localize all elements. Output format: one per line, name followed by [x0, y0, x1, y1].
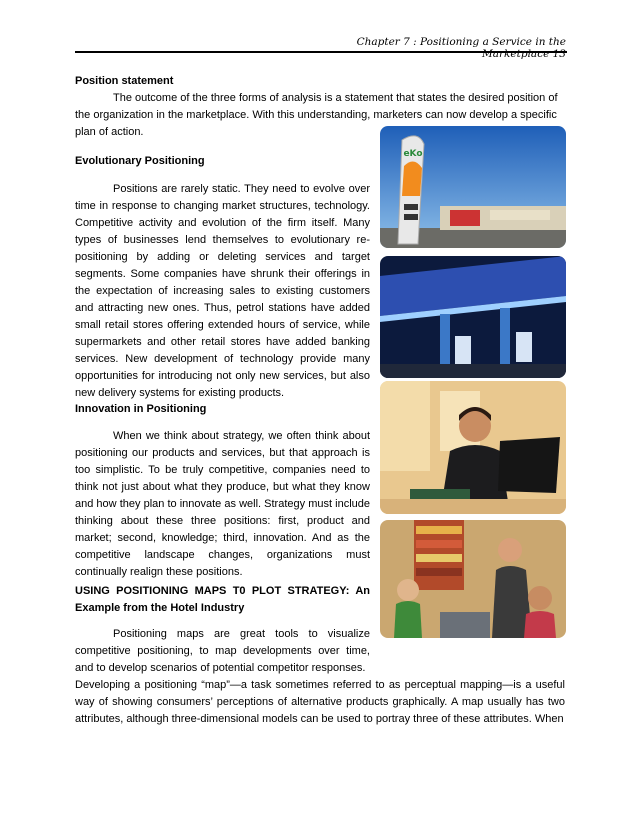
petrol-station-night-photo — [380, 256, 566, 378]
maps-continuation: Developing a positioning “map”—a task sometimes referred to as perceptual mapping—is a useful way of showing consumers’ perceptions of alternative products graphically. A map usually has two attributes, although three-dimensional models can be used to portray three of these attributes. When — [75, 679, 565, 725]
position-statement-text: The outcome of the three forms of analysis is a statement that states the desired position of the organization in the marketplace. With this understanding, marketers can now develop a specific plan of action. — [75, 92, 558, 138]
retail-store-photo — [380, 520, 566, 638]
header-rule — [75, 51, 567, 53]
sign-logo-text: eKo — [403, 149, 423, 159]
position-statement-heading: Position statement — [75, 75, 174, 87]
man-laptop-photo — [380, 381, 566, 514]
innovation-text: When we think about strategy, we often think about positioning our products and services, but that approach is too simplistic. To be truly competitive, companies need to think not just about what they produce, but what they know and how they plan to innovate as well. Strategy must include thinking about these three positions: first, product and market; second, knowledge; third, innovation. And as the competitive landscape changes, organizations must continually realign these positions. — [75, 430, 370, 578]
evolutionary-heading: Evolutionary Positioning — [75, 155, 205, 167]
maps-heading: USING POSITIONING MAPS T0 PLOT STRATEGY: An Example from the Hotel Industry — [75, 585, 370, 614]
page-header: Chapter 7 : Positioning a Service in the Marketplace 13 — [356, 36, 566, 60]
maps-text: Positioning maps are great tools to visualize competitive positioning, to map developments over time, and to develop scenarios of potential competitor responses. — [75, 628, 370, 674]
innovation-heading: Innovation in Positioning — [75, 403, 207, 415]
evolutionary-text: Positions are rarely static. They need to evolve over time in response to changing market structures, technology. Competitive activity and evolution of the firm itself. Many types of businesses lend themselves to evolutionary re-positioning by adding or deleting services and target segments. Some companies have shrunk their offerings in the expectation of increasing sales to existing customers and attracting new ones. Thus, petrol stations have added small retail stores offering extended hours of service, while supermarkets and other retail stores have added banking services. New development of technology provide many opportunities for introducing not only new services, but also new delivery systems for existing products. — [75, 183, 370, 399]
petrol-station-sign-photo — [380, 126, 566, 248]
